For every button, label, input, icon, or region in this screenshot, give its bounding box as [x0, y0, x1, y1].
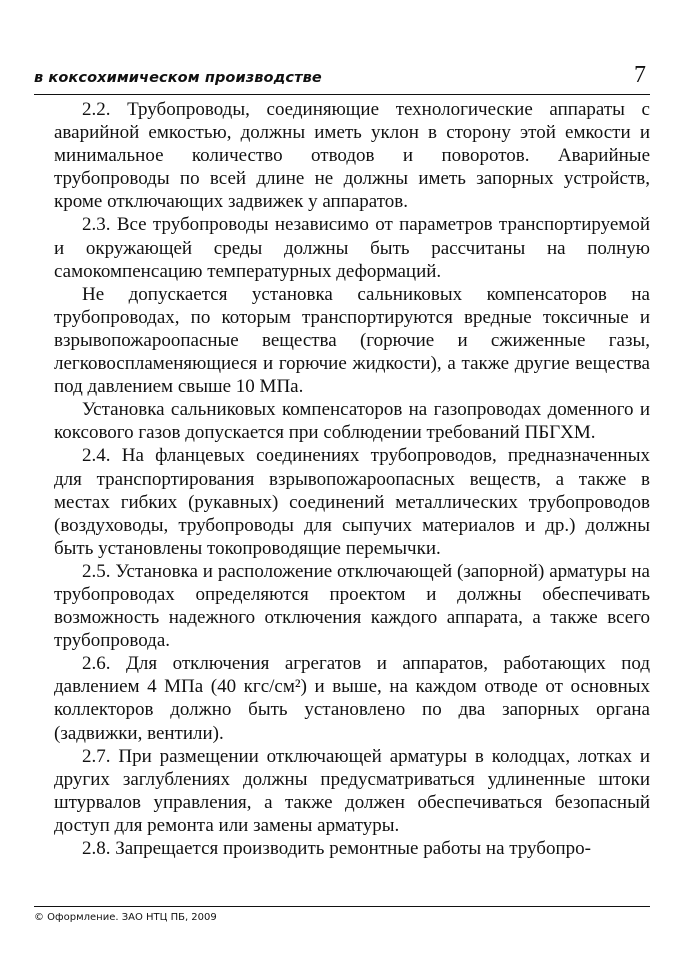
paragraph-2-2: 2.2. Трубопроводы, соединяющие технологические аппараты с аварийной емкостью, должны иметь уклон в сторону этой емкости и минимальное количество отводов и поворотов. Аварийные трубопроводы по всей длине не должны иметь запорных устройств, кроме отключающих задвижек у аппаратов.	[54, 99, 650, 213]
page-header	[34, 58, 650, 95]
running-title: в коксохимическом производстве	[34, 70, 322, 86]
paragraph-compensators: Не допускается установка сальниковых компенсаторов на трубопроводах, по которым транспортируются вредные токсичные и взрывопожароопасные вещества (горючие и сжиженные газы, легковоспламеняющиеся и горючие жидкости), а также другие вещества под давлением свыше 10 МПа.	[54, 283, 650, 398]
paragraph-2-8: 2.8. Запрещается производить ремонтные работы на трубопро-	[82, 838, 591, 859]
paragraph-gas-pipelines: Установка сальниковых компенсаторов на газопроводах доменного и коксового газов допускается при соблюдении требований ПБГХМ.	[54, 399, 650, 444]
body-text	[54, 98, 650, 860]
paragraph-2-4: 2.4. На фланцевых соединениях трубопроводов, предназначенных для транспортирования взрывопожароопасных веществ, а также в местах гибких (рукавных) соединений металлических трубопроводов (воздуховоды, трубопроводы для сыпучих материалов и др.) должны быть установлены токопроводящие перемычки.	[54, 445, 650, 559]
footer-divider	[34, 906, 650, 907]
paragraph-2-3: 2.3. Все трубопроводы независимо от параметров транспортируемой и окружающей среды должны быть рассчитаны на полную самокомпенсацию температурных деформаций.	[54, 214, 650, 282]
paragraph-2-5: 2.5. Установка и расположение отключающей (запорной) арматуры на трубопроводах определяются проектом и должны обеспечивать возможность надежного отключения каждого аппарата, а также всего трубопровода.	[54, 560, 650, 652]
page-number: 7	[634, 62, 646, 88]
footer-copyright: © Оформление. ЗАО НТЦ ПБ, 2009	[34, 912, 217, 923]
paragraph-2-7: 2.7. При размещении отключающей арматуры в колодцах, лотках и других заглублениях должны предусматриваться удлиненные штоки штурвалов управления, а также должен обеспечиваться безопасный доступ для ремонта или замены арматуры.	[54, 745, 650, 836]
paragraph-2-6: 2.6. Для отключения агрегатов и аппаратов, работающих под давлением 4 МПа (40 кгс/см²) и выше, на каждом отводе от основных коллекторов должно быть установлено по два запорных органа (задвижки, вентили).	[54, 653, 650, 744]
